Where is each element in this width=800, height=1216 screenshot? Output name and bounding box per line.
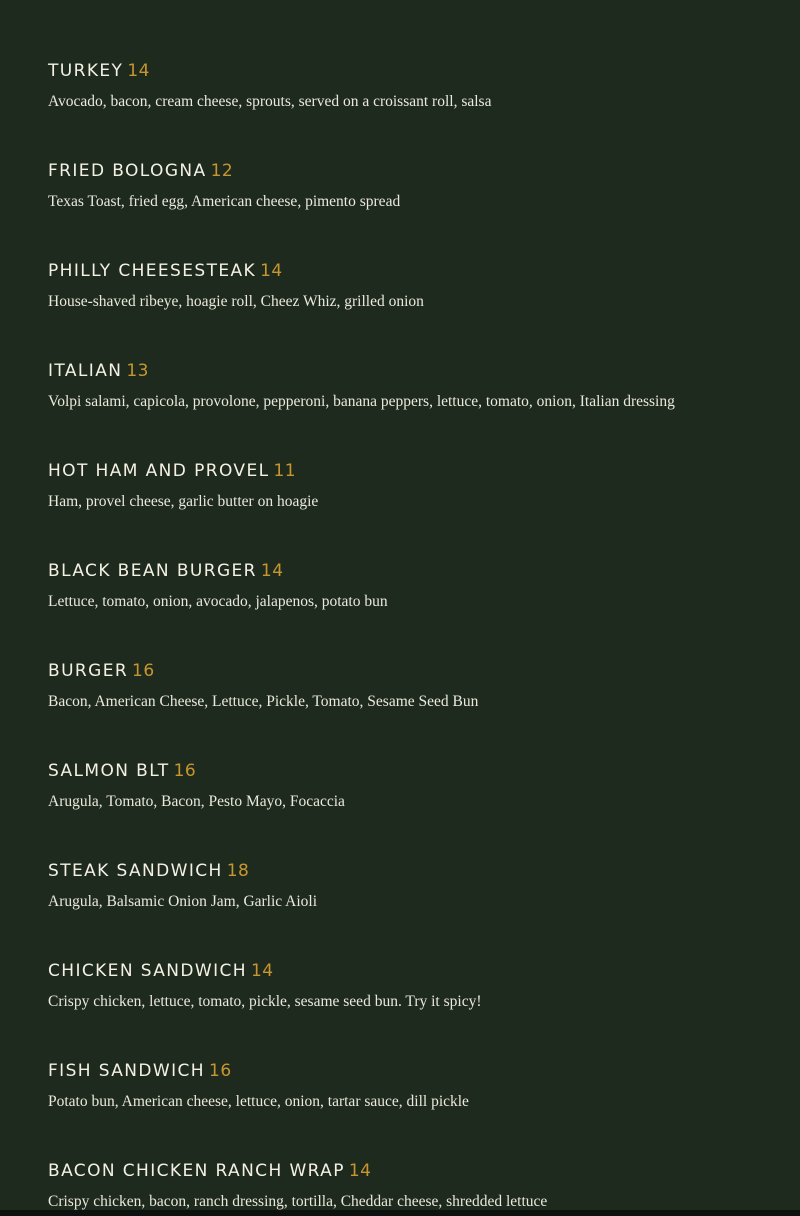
menu-item-description: Potato bun, American cheese, lettuce, onion, tartar sauce, dill pickle [48,1093,469,1110]
menu-item-price: 16 [132,661,155,681]
menu-item-price: 16 [209,1061,232,1081]
menu-item-description: House-shaved ribeye, hoagie roll, Cheez Whiz, grilled onion [48,293,424,310]
menu-item-title [48,61,788,81]
menu-item-salmon-blt [48,761,788,811]
menu-item-description: Texas Toast, fried egg, American cheese, pimento spread [48,193,401,210]
menu-item-title [48,561,788,581]
menu-item-description: Avocado, bacon, cream cheese, sprouts, served on a croissant roll, salsa [48,93,492,110]
menu-item-price: 14 [127,61,150,81]
menu-item-price: 12 [210,161,234,181]
menu-item-description: Volpi salami, capicola, provolone, pepperoni, banana peppers, lettuce, tomato, onion, Italian dressing [48,393,675,410]
menu-item-title [48,161,788,181]
menu-item-title [48,261,788,281]
menu-item-name: BLACK BEAN BURGER [48,561,257,581]
menu-item-black-bean-burger [48,561,788,611]
menu-item-name: ITALIAN [48,361,123,381]
menu-item-description: Bacon, American Cheese, Lettuce, Pickle, Tomato, Sesame Seed Bun [48,693,479,710]
menu-item-description: Arugula, Tomato, Bacon, Pesto Mayo, Focaccia [48,793,345,810]
menu-item-name: PHILLY CHEESESTEAK [48,261,257,281]
menu-item-description: Crispy chicken, lettuce, tomato, pickle, sesame seed bun. Try it spicy! [48,993,482,1010]
menu-item-price: 11 [273,461,297,481]
menu-item-name: SALMON BLT [48,761,170,781]
menu-item-title [48,461,788,481]
menu-item-price: 14 [260,261,283,281]
menu-item-fish-sandwich [48,1061,788,1111]
menu-item-title [48,961,788,981]
menu-item-price: 14 [250,961,274,981]
menu-item-name: BURGER [48,661,129,681]
menu-item-name: HOT HAM AND PROVEL [48,461,270,481]
menu-item-title [48,861,788,881]
menu-item-price: 13 [126,361,149,381]
menu-item-hot-ham-and-provel [48,461,788,511]
menu-item-name: FRIED BOLOGNA [48,161,207,181]
menu-item-title [48,1061,788,1081]
menu-item-name: CHICKEN SANDWICH [48,961,247,981]
menu-item-burger [48,661,788,711]
menu-item-name: BACON CHICKEN RANCH WRAP [48,1161,345,1181]
menu-item-philly-cheesesteak [48,261,788,311]
menu-item-title [48,361,788,381]
menu-item-turkey [48,61,788,111]
menu-item-bacon-chicken-ranch-wrap [48,1161,788,1211]
menu-item-price: 18 [226,861,250,881]
menu-item-title [48,661,788,681]
menu-item-description: Arugula, Balsamic Onion Jam, Garlic Aioli [48,893,318,910]
menu-item-description: Ham, provel cheese, garlic butter on hoagie [48,493,319,510]
menu-item-price: 14 [348,1161,372,1181]
menu-item-name: FISH SANDWICH [48,1061,205,1081]
menu-item-description: Crispy chicken, bacon, ranch dressing, tortilla, Cheddar cheese, shredded lettuce [48,1193,548,1210]
menu-item-name: STEAK SANDWICH [48,861,223,881]
menu-item-title [48,761,788,781]
menu-item-fried-bologna [48,161,788,211]
menu-item-description: Lettuce, tomato, onion, avocado, jalapenos, potato bun [48,593,388,610]
menu-item-steak-sandwich [48,861,788,911]
menu-item-chicken-sandwich [48,961,788,1011]
menu-item-price: 14 [260,561,284,581]
menu-item-name: TURKEY [48,61,124,81]
menu-item-price: 16 [173,761,197,781]
menu-item-italian [48,361,788,411]
menu-item-title [48,1161,788,1181]
bottom-edge [0,1210,800,1216]
